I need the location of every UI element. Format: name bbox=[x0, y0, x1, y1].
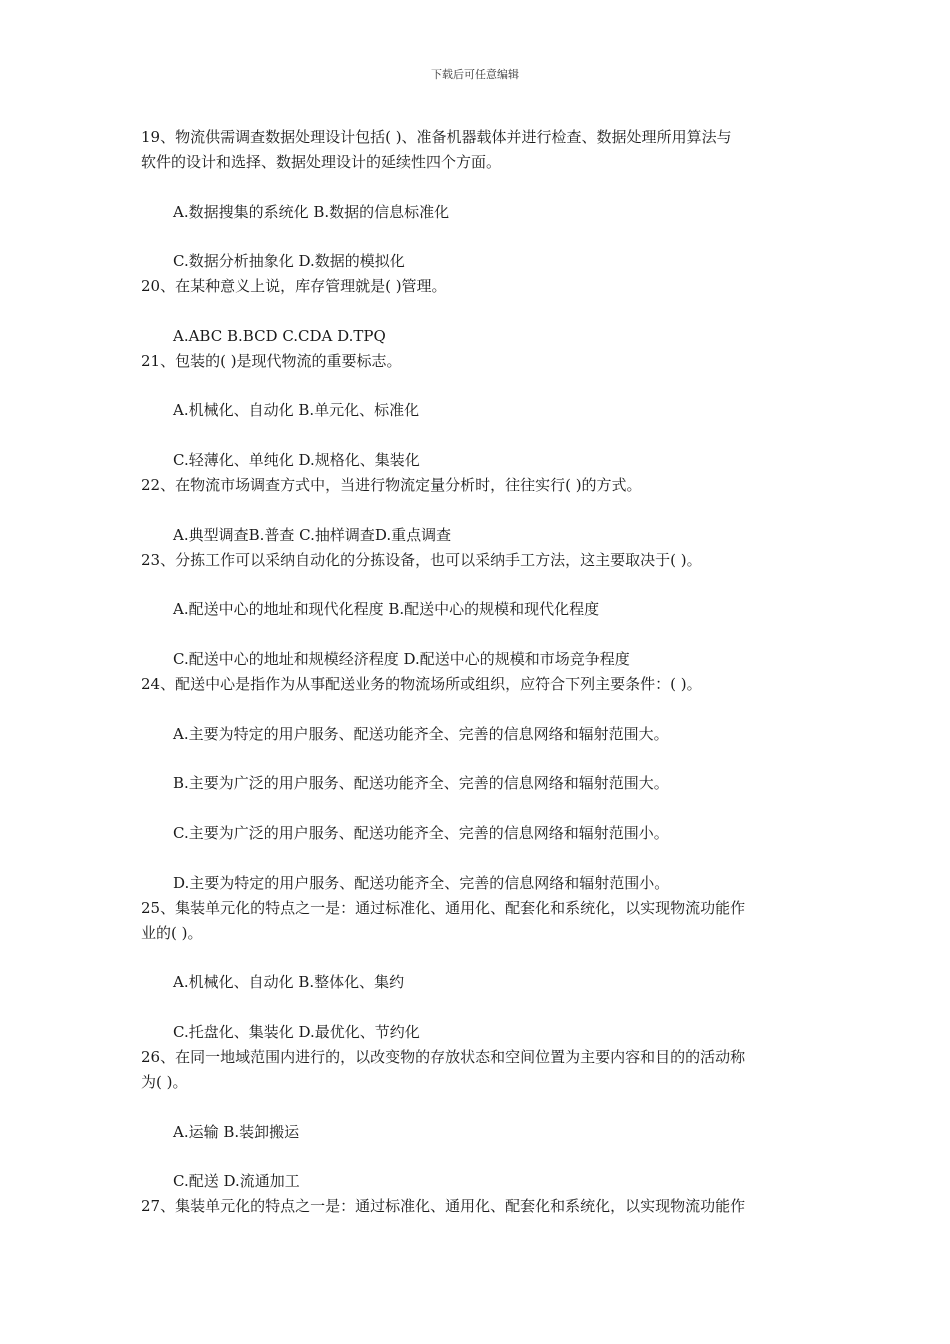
question-23-options-ab: A.配送中心的地址和现代化程度 B.配送中心的规模和现代化程度 bbox=[173, 600, 600, 618]
question-23-options-cd: C.配送中心的地址和规模经济程度 D.配送中心的规模和市场竞争程度 bbox=[173, 650, 630, 668]
question-19-line-2: 软件的设计和选择、数据处理设计的延续性四个方面。 bbox=[141, 153, 502, 171]
question-19-options-ab: A.数据搜集的系统化 B.数据的信息标准化 bbox=[173, 203, 450, 221]
question-24-option-c: C.主要为广泛的用户服务、配送功能齐全、完善的信息网络和辐射范围小。 bbox=[173, 824, 669, 842]
question-26-options-ab: A.运输 B.装卸搬运 bbox=[173, 1123, 300, 1141]
question-24-option-b: B.主要为广泛的用户服务、配送功能齐全、完善的信息网络和辐射范围大。 bbox=[173, 774, 669, 792]
question-21-options-ab: A.机械化、自动化 B.单元化、标准化 bbox=[173, 401, 420, 419]
question-27-line-1: 27、集装单元化的特点之一是：通过标准化、通用化、配套化和系统化，以实现物流功能作 bbox=[141, 1197, 746, 1215]
question-25-line-1: 25、集装单元化的特点之一是：通过标准化、通用化、配套化和系统化，以实现物流功能作 bbox=[141, 899, 746, 917]
question-22-options: A.典型调查B.普查 C.抽样调查D.重点调查 bbox=[173, 526, 452, 544]
question-26-line-2: 为( )。 bbox=[141, 1073, 188, 1091]
question-24-option-a: A.主要为特定的用户服务、配送功能齐全、完善的信息网络和辐射范围大。 bbox=[173, 725, 669, 743]
question-20: 20、在某种意义上说，库存管理就是( )管理。 bbox=[141, 277, 447, 295]
question-25-options-cd: C.托盘化、集装化 D.最优化、节约化 bbox=[173, 1023, 420, 1041]
question-26-options-cd: C.配送 D.流通加工 bbox=[173, 1172, 300, 1190]
question-21: 21、包装的( )是现代物流的重要标志。 bbox=[141, 352, 402, 370]
question-21-options-cd: C.轻薄化、单纯化 D.规格化、集装化 bbox=[173, 451, 420, 469]
question-25-options-ab: A.机械化、自动化 B.整体化、集约 bbox=[173, 973, 405, 991]
page-header: 下载后可任意编辑 bbox=[431, 68, 519, 81]
question-24: 24、配送中心是指作为从事配送业务的物流场所或组织，应符合下列主要条件：( )。 bbox=[141, 675, 702, 693]
question-23: 23、分拣工作可以采纳自动化的分拣设备，也可以采纳手工方法，这主要取决于( )。 bbox=[141, 551, 702, 569]
question-19-options-cd: C.数据分析抽象化 D.数据的模拟化 bbox=[173, 252, 405, 270]
question-26-line-1: 26、在同一地域范围内进行的，以改变物的存放状态和空间位置为主要内容和目的的活动称 bbox=[141, 1048, 746, 1066]
question-22: 22、在物流市场调查方式中，当进行物流定量分析时，往往实行( )的方式。 bbox=[141, 476, 642, 494]
question-25-line-2: 业的( )。 bbox=[141, 924, 203, 942]
question-24-option-d: D.主要为特定的用户服务、配送功能齐全、完善的信息网络和辐射范围小。 bbox=[173, 874, 670, 892]
question-19-line-1: 19、物流供需调查数据处理设计包括( )、准备机器载体并进行检查、数据处理所用算法与 bbox=[141, 128, 732, 146]
question-20-options: A.ABC B.BCD C.CDA D.TPQ bbox=[173, 327, 386, 345]
